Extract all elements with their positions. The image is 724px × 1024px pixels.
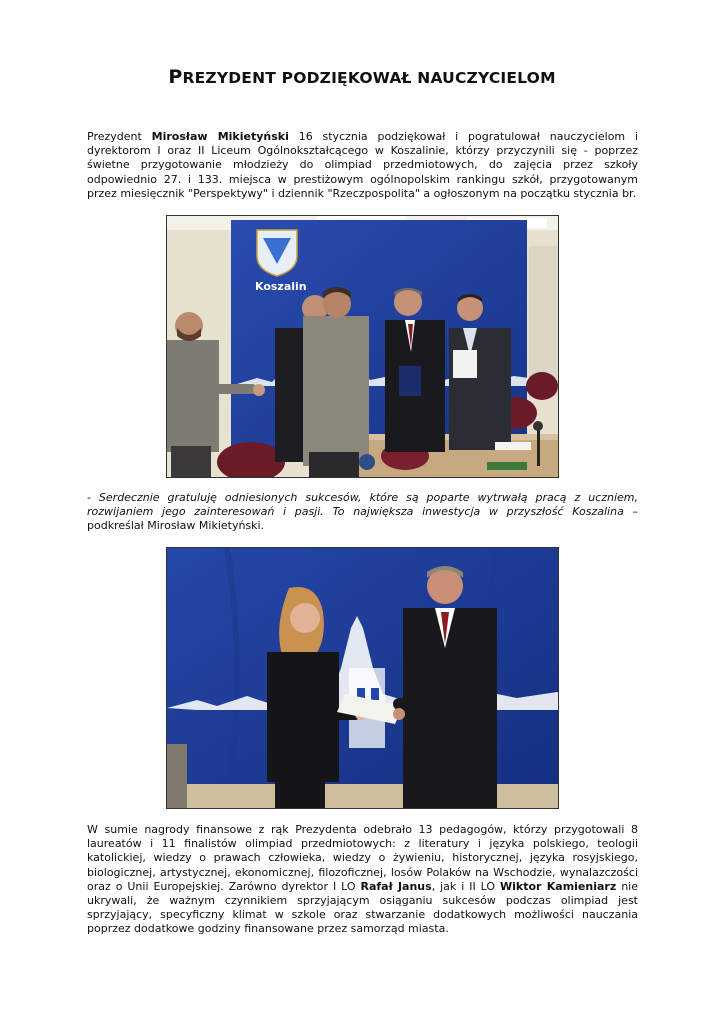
awards-paragraph xyxy=(87,823,638,937)
intro-text-end: 16 stycznia podziękował i pogratulował nauczycielom i dyrektorom I oraz II Liceum Ogólnokształcącego w Koszalinie, którzy przyczynili się - poprzez świetne przygotowanie młodzieży do olimpiad przedmiotowych, do zajęcia przez szkoły odpowiednio 27. i 133. miejsca w prestiżowym ogólnopolskim rankingu szkół, przygotowanym przez miesięcznik "Perspektywy" i dziennik "Rzeczpospolita" a ogłoszonym na początku stycznia br. xyxy=(87,130,639,200)
president-quote: - Serdecznie gratuluję odniesionych sukcesów, które są poparte wytrwałą pracą z uczniem, rozwijaniem jego zainteresowań i pasji. To największa inwestycja w przyszłość Koszalina xyxy=(87,491,638,519)
title-rest: REZYDENT PODZIĘKOWAŁ NAUCZYCIELOM xyxy=(182,69,556,87)
awards-text-middle: , jak i II LO xyxy=(431,879,501,893)
banner-text: Koszalin xyxy=(255,280,307,293)
director-name-1: Rafał Janus xyxy=(360,879,432,893)
page-title xyxy=(0,66,724,88)
intro-text-start: Prezydent xyxy=(87,130,152,143)
awards-text-end: nie ukrywali, że ważnym czynnikiem sprzyjającym osiąganiu sukcesów podczas olimpiad jest sprzyjający, specyficzny klimat w szkole oraz stwarzanie dodatkowych możliwości nauczania poprzez dodatkowe godziny finansowane przez samorząd miasta. xyxy=(87,879,638,936)
title-first-letter: P xyxy=(168,66,183,88)
awards-text-start: W sumie nagrody finansowe z rąk Prezydenta odebrało 13 pedagogów, którzy przygotowali 8 laureatów i 11 finalistów olimpiad przedmiotowych: z literatury i języka polskiego, teologii katolickiej, wiedzy o prawach człowieka, wiedzy o żywieniu, historycznej, języka rosyjskiego, biologicznej, artystycznej, ekonomicznej, filozoficznej, losów Polaków na Wschodzie, wynalazczości oraz o Unii Europejskiej. Zarówno dyrektor I LO xyxy=(87,823,638,893)
president-name: Mirosław Mikietyński xyxy=(151,130,289,143)
director-name-2: Wiktor Kamieniarz xyxy=(500,879,617,893)
quote-attribution: – podkreślał Mirosław Mikietyński. xyxy=(87,505,639,533)
ceremony-photo-award xyxy=(166,547,559,809)
ceremony-photo-handshake-drawing xyxy=(167,216,558,477)
ceremony-photo-award-drawing xyxy=(167,548,558,808)
ceremony-photo-handshake xyxy=(166,215,559,478)
quote-paragraph xyxy=(87,491,638,534)
intro-paragraph xyxy=(87,130,638,201)
